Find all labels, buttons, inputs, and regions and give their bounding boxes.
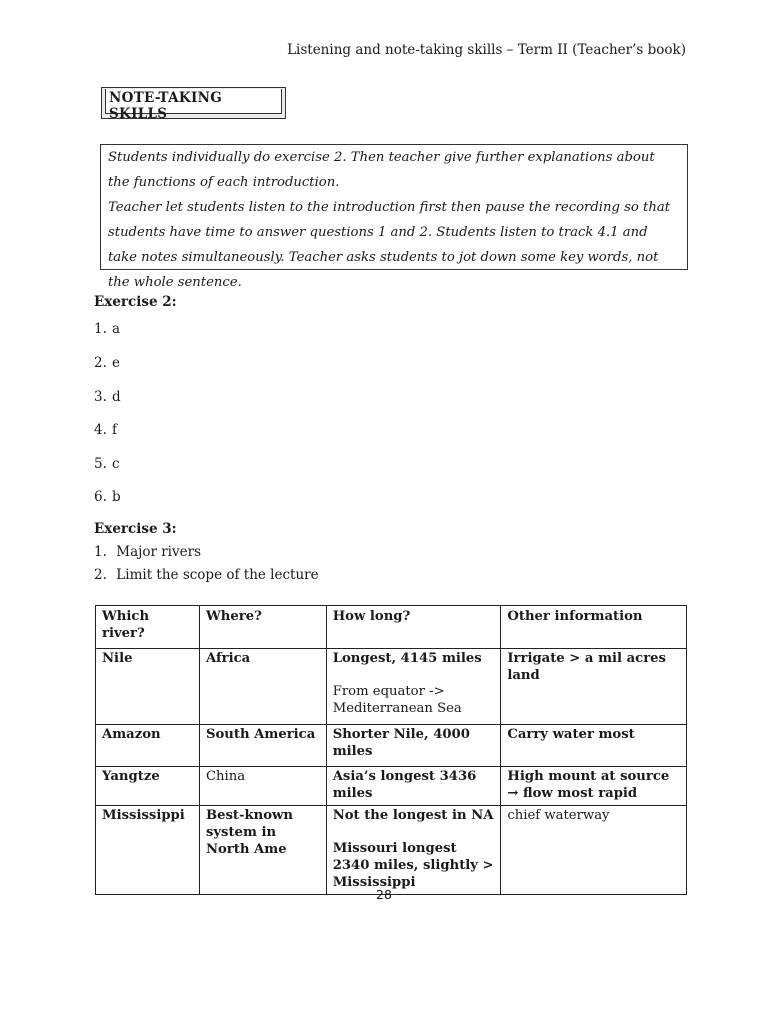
exercise-2-answer bbox=[94, 489, 121, 505]
exercise-2-heading: Exercise 2: bbox=[94, 294, 177, 310]
answer-value: Limit the scope of the lecture bbox=[116, 567, 319, 583]
teacher-instructions-box bbox=[100, 144, 688, 290]
river-name-cell: Yangtze bbox=[96, 767, 200, 806]
instruction-paragraph: Teacher let students listen to the introduction first then pause the recording so that students have time to answer questions 1 and 2. Students listen to track 4.1 and take notes simultaneously. Teacher asks students to jot down some key words, not the whole sentence. bbox=[108, 200, 670, 290]
length-note: From equator -> Mediterranean Sea bbox=[332, 684, 462, 716]
exercise-3-heading: Exercise 3: bbox=[94, 521, 177, 537]
answer-value: d bbox=[112, 389, 121, 405]
exercise-3-answer bbox=[94, 544, 201, 560]
length-main: Longest, 4145 miles bbox=[332, 651, 482, 666]
exercise-2-answer bbox=[94, 321, 120, 337]
river-name-cell: Nile bbox=[96, 649, 200, 725]
location-cell: South America bbox=[199, 725, 326, 767]
length-note: Missouri longest 2340 miles, slightly > Mississippi bbox=[332, 841, 494, 890]
instruction-paragraph: Students individually do exercise 2. Then teacher give further explanations about the functions of each introduction. bbox=[108, 150, 655, 190]
length-main: Not the longest in NA bbox=[332, 808, 494, 823]
location-cell: Africa bbox=[199, 649, 326, 725]
table-header-row bbox=[96, 606, 687, 649]
answer-number: 1. bbox=[94, 321, 107, 337]
length-cell bbox=[326, 806, 501, 895]
river-name-cell: Mississippi bbox=[96, 806, 200, 895]
length-cell: Shorter Nile, 4000 miles bbox=[326, 725, 501, 767]
answer-value: a bbox=[112, 321, 121, 337]
answer-value: c bbox=[112, 456, 120, 472]
section-title-box bbox=[101, 87, 286, 122]
column-header: Where? bbox=[199, 606, 326, 649]
exercise-2-answer bbox=[94, 389, 121, 405]
running-header: Listening and note-taking skills – Term II (Teacher’s book) bbox=[287, 42, 686, 58]
answer-number: 5. bbox=[94, 456, 107, 472]
column-header: How long? bbox=[326, 606, 501, 649]
table-row bbox=[96, 767, 687, 806]
answer-number: 4. bbox=[94, 422, 107, 438]
answer-number: 6. bbox=[94, 489, 107, 505]
table-row bbox=[96, 806, 687, 895]
rivers-table bbox=[95, 605, 687, 895]
answer-value: Major rivers bbox=[116, 544, 201, 560]
column-header: Other information bbox=[501, 606, 687, 649]
length-cell bbox=[326, 649, 501, 725]
location-cell: Best-known system in North Ame bbox=[199, 806, 326, 895]
exercise-2-answer bbox=[94, 456, 120, 472]
answer-number: 3. bbox=[94, 389, 107, 405]
answer-number: 1. bbox=[94, 544, 107, 560]
answer-number: 2. bbox=[94, 567, 107, 583]
page-number: 28 bbox=[376, 887, 392, 902]
answer-value: b bbox=[112, 489, 121, 505]
section-title: NOTE-TAKING SKILLS bbox=[105, 89, 282, 114]
info-cell: Carry water most bbox=[501, 725, 687, 767]
info-cell: Irrigate > a mil acres land bbox=[501, 649, 687, 725]
info-cell: High mount at source → flow most rapid bbox=[501, 767, 687, 806]
river-name-cell: Amazon bbox=[96, 725, 200, 767]
exercise-2-answer bbox=[94, 355, 120, 371]
answer-value: e bbox=[112, 355, 120, 371]
length-cell: Asia’s longest 3436 miles bbox=[326, 767, 501, 806]
answer-number: 2. bbox=[94, 355, 107, 371]
table-row bbox=[96, 725, 687, 767]
answer-value: f bbox=[112, 422, 117, 438]
column-header: Which river? bbox=[96, 606, 200, 649]
location-cell: China bbox=[199, 767, 326, 806]
info-cell: chief waterway bbox=[501, 806, 687, 895]
table-row bbox=[96, 649, 687, 725]
exercise-2-answer bbox=[94, 422, 117, 438]
exercise-3-answer bbox=[94, 567, 319, 583]
